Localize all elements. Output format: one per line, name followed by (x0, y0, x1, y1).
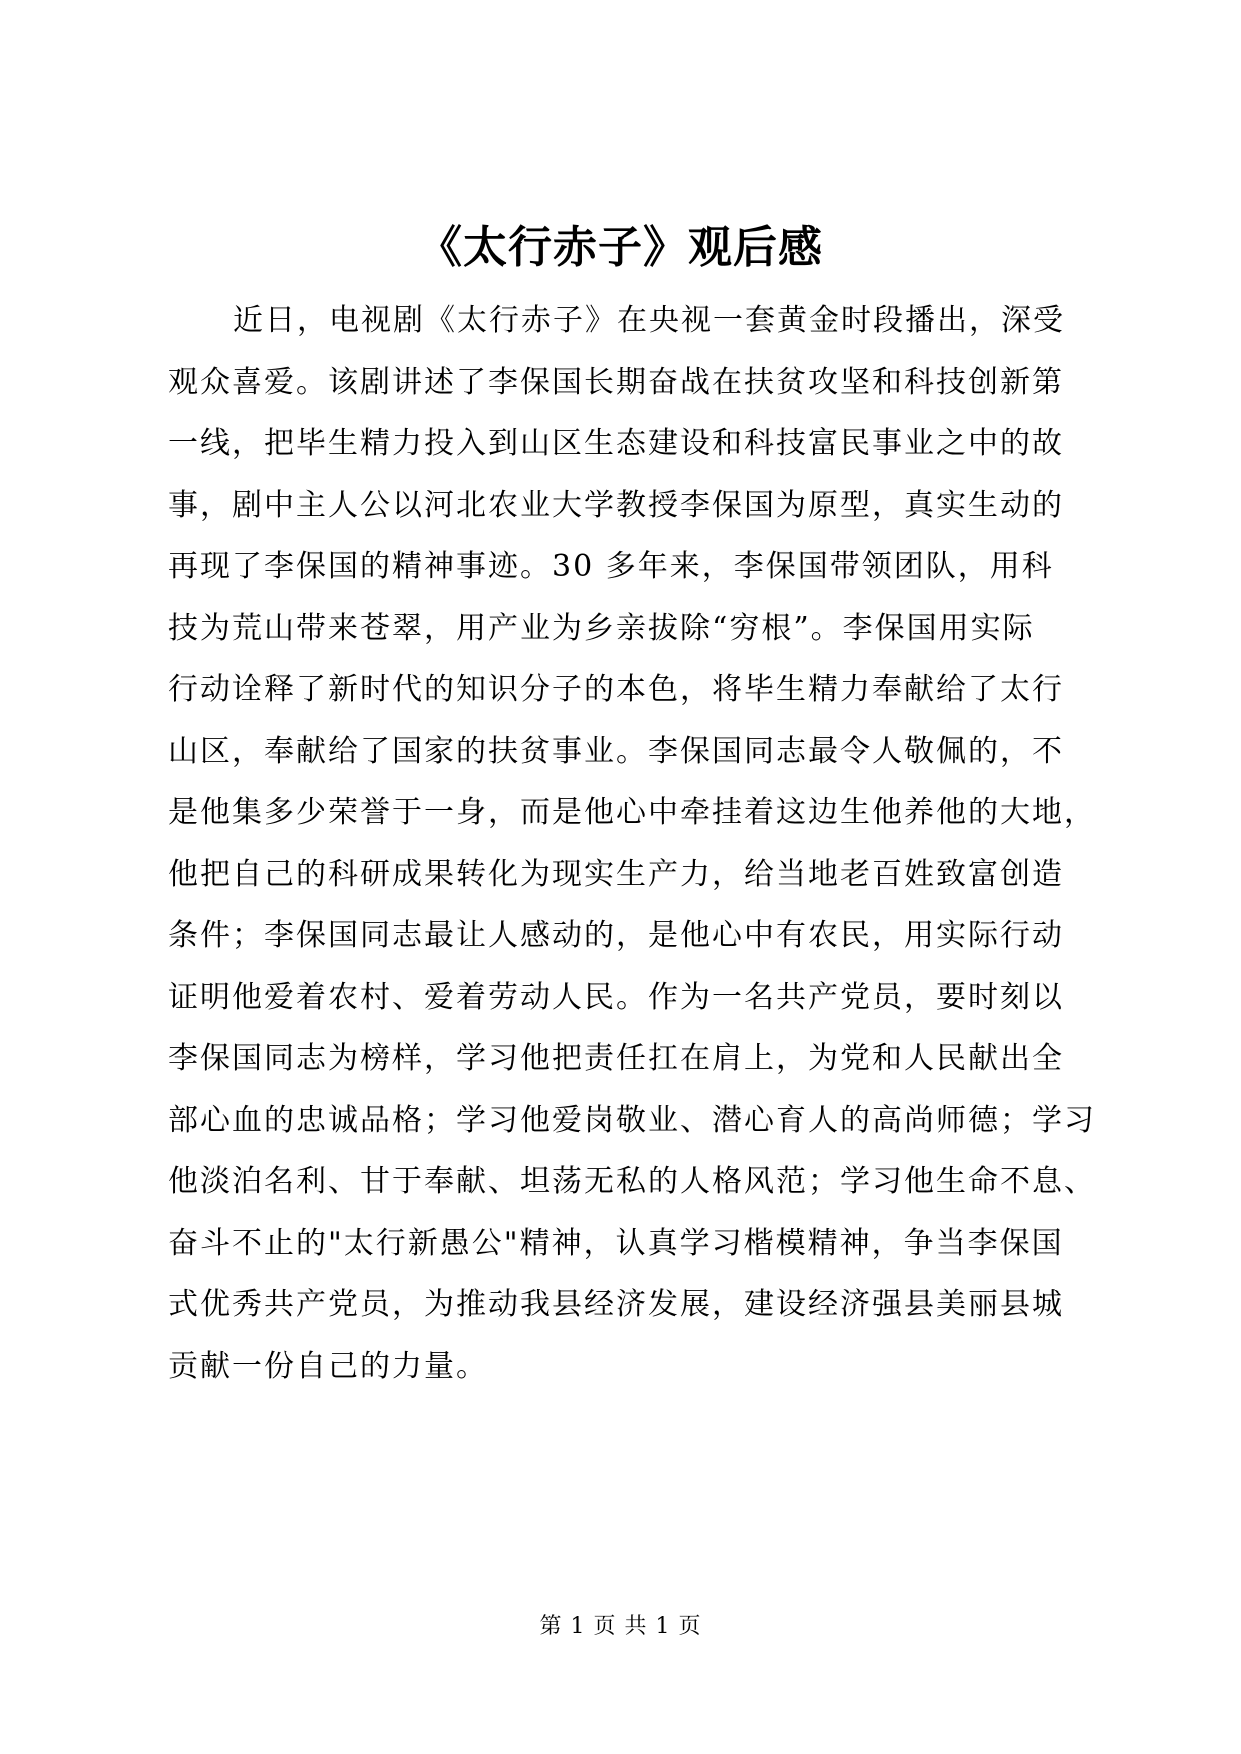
paragraph-line: 再现了李保国的精神事迹。30 多年来，李保国带领团队，用科 (168, 549, 1054, 584)
body-text (168, 290, 1096, 1397)
paragraph-line: 李保国同志为榜样，学习他把责任扛在肩上，为党和人民献出全 (168, 1041, 1064, 1076)
document-title: 《太行赤子》观后感 (418, 222, 823, 273)
paragraph-line: 贡献一份自己的力量。 (168, 1348, 488, 1384)
paragraph-line: 证明他爱着农村、爱着劳动人民。作为一名共产党员，要时刻以 (168, 979, 1064, 1015)
paragraph-line: 部心血的忠诚品格；学习他爱岗敬业、潜心育人的高尚师德；学习 (168, 1102, 1096, 1138)
paragraph-line: 条件；李保国同志最让人感动的，是他心中有农民，用实际行动 (168, 918, 1064, 953)
paragraph-line: 事，剧中主人公以河北农业大学教授李保国为原型，真实生动的 (168, 487, 1064, 523)
page-number-footer: 第 1 页 共 1 页 (539, 1614, 702, 1639)
paragraph-line: 是他集多少荣誉于一身，而是他心中牵挂着这边生他养他的大地， (168, 795, 1096, 830)
paragraph-line: 技为荒山带来苍翠，用产业为乡亲拔除“穷根”。李保国用实际 (168, 610, 1035, 646)
paragraph-line: 山区，奉献给了国家的扶贫事业。李保国同志最令人敬佩的，不 (168, 733, 1064, 769)
paragraph-line: 一线，把毕生精力投入到山区生态建设和科技富民事业之中的故 (168, 426, 1064, 461)
paragraph-line: 近日，电视剧《太行赤子》在央视一套黄金时段播出，深受 (233, 303, 1065, 338)
paragraph-line: 观众喜爱。该剧讲述了李保国长期奋战在扶贫攻坚和科技创新第 (168, 364, 1064, 400)
paragraph-line: 他把自己的科研成果转化为现实生产力，给当地老百姓致富创造 (168, 856, 1064, 892)
paragraph-line: 式优秀共产党员，为推动我县经济发展，建设经济强县美丽县城 (168, 1287, 1064, 1322)
paragraph-line: 他淡泊名利、甘于奉献、坦荡无私的人格风范；学习他生命不息、 (168, 1164, 1096, 1199)
paragraph-line: 奋斗不止的"太行新愚公"精神，认真学习楷模精神，争当李保国 (168, 1225, 1064, 1261)
paragraph-line: 行动诠释了新时代的知识分子的本色，将毕生精力奉献给了太行 (168, 672, 1064, 707)
